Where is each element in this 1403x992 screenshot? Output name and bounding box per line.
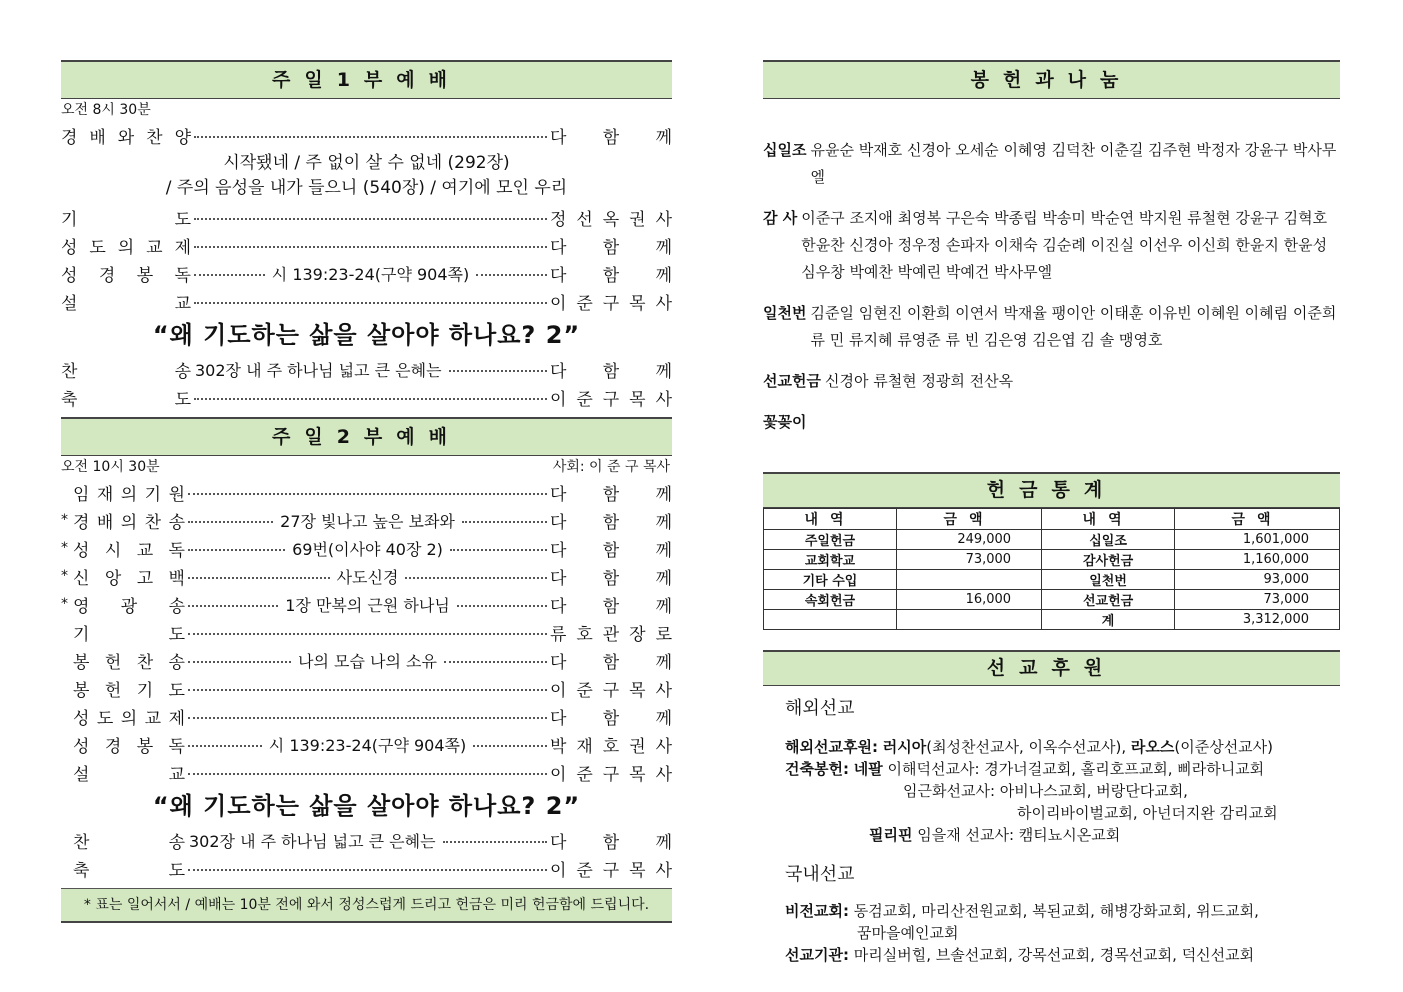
offering-title: 봉헌과나눔 — [763, 60, 1340, 99]
s1-row-3 — [61, 259, 672, 287]
russia-label: 러시아 — [882, 738, 927, 756]
s2-row-3 — [61, 562, 672, 590]
stats-amount: 93,000 — [1175, 570, 1340, 590]
stats-item — [764, 610, 897, 630]
s2-row-1 — [61, 506, 672, 534]
s2-label: 성 도 의 교 제 — [73, 708, 185, 729]
s2-label: 봉 헌 기 도 — [73, 680, 185, 701]
offering-names: 신경아 류철현 정광희 전산옥 — [824, 372, 1014, 390]
offering-names — [810, 409, 1340, 436]
leader-dots — [476, 274, 547, 276]
leader-dots — [444, 661, 547, 663]
s2-label: 경 배 의 찬 송 — [73, 512, 185, 533]
stats-item: 감사헌금 — [1042, 550, 1175, 570]
s2-label: 영 광 송 — [73, 596, 185, 617]
offering-item — [763, 368, 1340, 395]
leader-dots — [188, 493, 547, 495]
stats-title: 헌금통계 — [763, 472, 1340, 508]
overseas-heading: 해외선교 — [785, 698, 855, 719]
stats-amount — [897, 570, 1042, 590]
s2-who: 다 함 께 — [550, 568, 673, 589]
stats-row — [764, 610, 1340, 630]
s2-label: 신 앙 고 백 — [73, 568, 185, 589]
service2-title: 주일2부예배 — [61, 417, 672, 456]
leader-dots — [188, 605, 278, 607]
leader-dots — [194, 136, 547, 138]
stats-item: 교회학교 — [764, 550, 897, 570]
leader-dots — [188, 549, 285, 551]
s2-who: 이 준 구 목 사 — [550, 680, 672, 701]
offering-item — [763, 300, 1340, 354]
s2-label: 축 도 — [73, 860, 185, 881]
agency-text: 마리실버힐, 브솔선교회, 강목선교회, 경목선교회, 덕신선교회 — [853, 946, 1255, 964]
s2-label: 임 재 의 기 원 — [73, 484, 185, 505]
s1-who: 다 함 께 — [550, 265, 673, 286]
s1-label: 성 경 봉 독 — [61, 265, 191, 286]
s2-label: 찬 송 — [73, 832, 185, 853]
s2-label: 성 시 교 독 — [73, 540, 185, 561]
stats-row — [764, 530, 1340, 550]
offering-item — [763, 137, 1340, 191]
stats-amount: 73,000 — [1175, 590, 1340, 610]
s2-who: 류 호 관 장 로 — [550, 624, 672, 645]
s1-who: 정 선 옥 권 사 — [550, 209, 672, 230]
stats-item: 주일헌금 — [764, 530, 897, 550]
offering-key: 꽃꽂이 — [763, 413, 807, 431]
s1-label: 설 교 — [61, 293, 191, 314]
s2-mid: 69번(이사야 40장 2) — [292, 539, 443, 559]
stats-item: 십일조 — [1042, 530, 1175, 550]
mission-section — [763, 694, 1340, 966]
overseas-key: 해외선교후원: — [785, 738, 878, 756]
stats-header: 금액 — [897, 509, 1042, 530]
service1-sermon-title: “왜 기도하는 삶을 살아야 하나요? 2” — [152, 321, 581, 349]
leader-dots — [194, 302, 547, 304]
s1-row-6 — [61, 383, 672, 411]
philippines-text: 임을재 선교사: 캠티뇨시온교회 — [917, 826, 1121, 844]
building-key: 건축봉헌: — [785, 760, 849, 778]
offering-stats-table — [763, 508, 1340, 630]
s2-row-11 — [61, 826, 672, 854]
leader-dots — [443, 841, 547, 843]
offering-item — [763, 409, 1340, 436]
s2-label: 기 도 — [73, 624, 185, 645]
leader-dots — [188, 577, 330, 579]
s2-who: 다 함 께 — [550, 596, 673, 617]
leader-dots — [188, 661, 291, 663]
leader-dots — [194, 246, 547, 248]
s2-row-0 — [61, 478, 672, 506]
stats-amount: 3,312,000 — [1175, 610, 1340, 630]
leader-dots — [405, 577, 547, 579]
s2-row-7 — [61, 674, 672, 702]
s2-mid: 사도신경 — [336, 567, 399, 587]
s2-row-6 — [61, 646, 672, 674]
philippines-line — [785, 824, 1340, 846]
laos-detail: (이준상선교사) — [1174, 738, 1274, 756]
stats-item: 속회헌금 — [764, 590, 897, 610]
stats-item: 계 — [1042, 610, 1175, 630]
philippines-label: 필리핀 — [869, 826, 913, 844]
stats-header-row — [764, 509, 1340, 530]
vision-key: 비전교회: — [785, 902, 849, 920]
service1-title: 주일1부예배 — [61, 60, 672, 99]
s2-mid: 1장 만복의 근원 하나님 — [285, 595, 450, 615]
leader-dots — [449, 370, 547, 372]
stats-item: 일천번 — [1042, 570, 1175, 590]
s1-who: 이 준 구 목 사 — [550, 293, 672, 314]
s2-mid: 시 139:23-24(구약 904쪽) — [268, 735, 467, 755]
hymn-line-2: / 주의 음성을 내가 들으니 (540장) / 여기에 모인 우리 — [165, 178, 568, 198]
s1-label: 성 도 의 교 제 — [61, 237, 191, 258]
nepal-label: 네팔 — [853, 760, 883, 778]
s1-row-2 — [61, 231, 672, 259]
s2-who: 다 함 께 — [550, 832, 672, 853]
standing-mark: * — [61, 596, 68, 612]
leader-dots — [194, 218, 547, 220]
service2-time: 오전 10시 30분 — [61, 459, 160, 475]
s2-who: 다 함 께 — [550, 540, 672, 561]
offering-names: 이준구 조지애 최영복 구은숙 박종립 박송미 박순연 박지원 류철현 강윤구 김혁호 한윤찬 신경아 정우정 손파자 이채숙 김순례 이진실 이선우 이신희 한윤지 한윤성 심우창 박예찬 박예린 박예건 박사무엘 — [801, 209, 1328, 281]
stats-item: 선교헌금 — [1042, 590, 1175, 610]
s2-row-2 — [61, 534, 672, 562]
s2-mid: 302장 내 주 하나님 넓고 큰 은혜는 — [189, 831, 436, 851]
stats-item: 기타 수입 — [764, 570, 897, 590]
standing-mark: * — [61, 540, 68, 556]
s2-label: 봉 헌 찬 송 — [73, 652, 185, 673]
laos-label: 라오스 — [1130, 738, 1175, 756]
leader-dots — [188, 689, 547, 691]
s1-label: 축 도 — [61, 389, 191, 410]
agency-line — [785, 944, 1340, 966]
s1-row-0 — [61, 121, 672, 149]
stats-amount: 73,000 — [897, 550, 1042, 570]
leader-dots — [473, 745, 547, 747]
s2-row-4 — [61, 590, 672, 618]
mission-title: 선교후원 — [763, 650, 1340, 686]
s1-who: 이 준 구 목 사 — [550, 389, 672, 410]
s2-who: 다 함 께 — [550, 652, 672, 673]
vision-text: 동검교회, 마리산전원교회, 복된교회, 해병강화교회, 위드교회, — [853, 902, 1259, 920]
building-line-2: 임근화선교사: 아비나스교회, 버랑단다교회, — [903, 782, 1188, 800]
service2-sermon-title: “왜 기도하는 삶을 살아야 하나요? 2” — [152, 792, 581, 820]
worship-column — [61, 60, 672, 923]
s1-row-4 — [61, 287, 672, 315]
leader-dots — [188, 745, 262, 747]
standing-mark: * — [61, 568, 68, 584]
russia-detail: (최성찬선교사, 이옥수선교사), — [926, 738, 1127, 756]
offering-key: 십일조 — [763, 141, 807, 159]
service2-host: 사회: 이 준 구 목사 — [552, 459, 670, 475]
offering-column — [763, 60, 1340, 966]
service2-order — [61, 478, 672, 882]
vision-line-2: 꿈마을예인교회 — [857, 924, 959, 942]
overseas-support-line — [785, 736, 1340, 758]
leader-dots — [188, 633, 547, 635]
s1-mid: 302장 내 주 하나님 넓고 큰 은혜는 — [195, 360, 442, 380]
leader-dots — [188, 773, 547, 775]
s1-mid: 시 139:23-24(구약 904쪽) — [271, 264, 470, 284]
offering-names: 유윤순 박재호 신경아 오세순 이혜영 김덕찬 이춘길 김주현 박정자 강윤구 박사무엘 — [810, 141, 1337, 186]
s2-mid: 나의 모습 나의 소유 — [298, 651, 437, 671]
leader-dots — [457, 605, 547, 607]
s1-row-1 — [61, 203, 672, 231]
building-line-1 — [785, 758, 1340, 780]
stats-amount: 16,000 — [897, 590, 1042, 610]
leader-dots — [194, 398, 547, 400]
stats-header: 내역 — [764, 509, 897, 530]
building-line-3: 하이리바이벌교회, 아넌더지완 감리교회 — [1017, 804, 1278, 822]
service1-hymns — [61, 151, 672, 201]
s2-row-8 — [61, 702, 672, 730]
s2-row-9 — [61, 730, 672, 758]
domestic-heading: 국내선교 — [785, 864, 855, 885]
s2-who: 다 함 께 — [550, 484, 672, 505]
service2-time-row — [61, 456, 672, 478]
stats-row — [764, 590, 1340, 610]
service1-time: 오전 8시 30분 — [61, 102, 151, 118]
stats-amount: 249,000 — [897, 530, 1042, 550]
offering-list — [763, 137, 1340, 436]
s2-who: 다 함 께 — [550, 512, 673, 533]
offering-key: 선교헌금 — [763, 372, 821, 390]
leader-dots — [194, 274, 265, 276]
s2-who: 이 준 구 목 사 — [550, 764, 672, 785]
s2-who: 박 재 호 권 사 — [550, 736, 673, 757]
s2-label: 설 교 — [73, 764, 185, 785]
leader-dots — [188, 521, 273, 523]
agency-key: 선교기관: — [785, 946, 849, 964]
s2-who: 이 준 구 목 사 — [550, 860, 672, 881]
hymn-line-1: 시작됐네 / 주 없이 살 수 없네 (292장) — [223, 153, 510, 173]
stats-row — [764, 570, 1340, 590]
s1-row-5 — [61, 355, 672, 383]
s2-label: 성 경 봉 독 — [73, 736, 185, 757]
leader-dots — [450, 549, 547, 551]
offering-item — [763, 205, 1340, 286]
stats-amount: 1,601,000 — [1175, 530, 1340, 550]
standing-mark: * — [61, 512, 68, 528]
s2-who: 다 함 께 — [550, 708, 672, 729]
leader-dots — [462, 521, 547, 523]
s1-label: 기 도 — [61, 209, 191, 230]
vision-line-1 — [785, 900, 1340, 922]
s1-who: 다 함 께 — [550, 361, 672, 382]
s1-who: 다 함 께 — [550, 127, 672, 148]
stats-row — [764, 550, 1340, 570]
leader-dots — [188, 717, 547, 719]
s1-label: 경 배 와 찬 양 — [61, 127, 191, 148]
s2-row-5 — [61, 618, 672, 646]
stats-header: 금액 — [1175, 509, 1340, 530]
offering-key: 감 사 — [763, 209, 798, 227]
service-note: * 표는 일어서서 / 예배는 10분 전에 와서 정성스럽게 드리고 헌금은 미리 헌금함에 드립니다. — [61, 888, 672, 923]
stats-amount: 1,160,000 — [1175, 550, 1340, 570]
s2-mid: 27장 빛나고 높은 보좌와 — [280, 511, 455, 531]
stats-amount — [897, 610, 1042, 630]
leader-dots — [188, 869, 547, 871]
building-text-1: 이해덕선교사: 경가너걸교회, 홀리호프교회, 삐라하니교회 — [887, 760, 1265, 778]
offering-names: 김준일 임현진 이환희 이연서 박재율 팽이안 이태훈 이유빈 이혜원 이혜림 이준희 류 민 류지혜 류영준 류 빈 김은영 김은엽 김 솔 맹영호 — [810, 304, 1337, 349]
s1-who: 다 함 께 — [550, 237, 672, 258]
s1-label: 찬 송 — [61, 361, 191, 382]
s2-row-12 — [61, 854, 672, 882]
offering-key: 일천번 — [763, 304, 807, 322]
stats-header: 내역 — [1042, 509, 1175, 530]
s2-row-10 — [61, 758, 672, 786]
